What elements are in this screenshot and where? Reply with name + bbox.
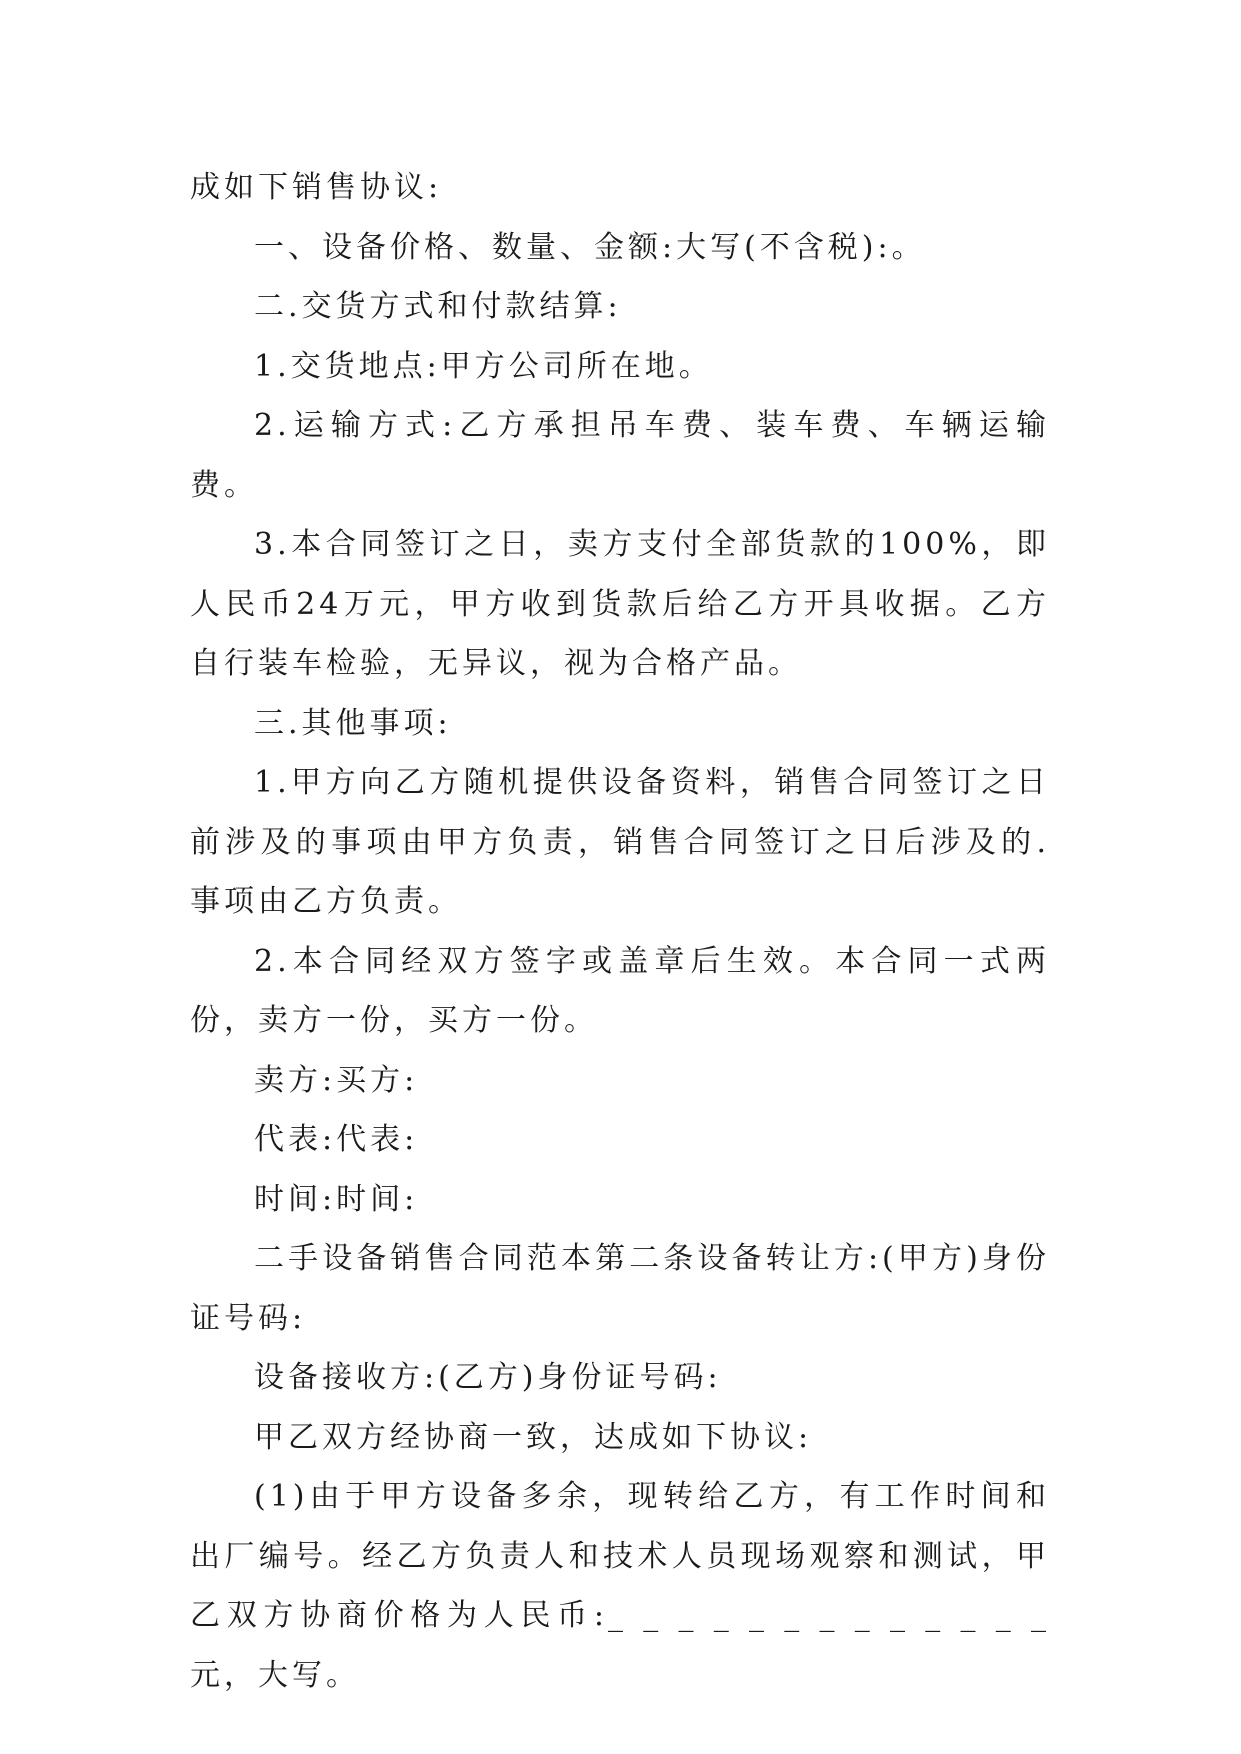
paragraph-effectiveness: 2.本合同经双方签字或盖章后生效。本合同一式两份，卖方一份，买方一份。 (190, 943, 1050, 1038)
paragraph-price-clause: (1)由于甲方设备多余，现转给乙方，有工作时间和出厂编号。经乙方负责人和技术人员现场观察和测试，甲乙双方协商价格为人民币:_ _ _ _ _ _ _ _ _ _ _ _ _元，大写。 (190, 1479, 1050, 1693)
paragraph-transferor: 二手设备销售合同范本第二条设备转让方:(甲方)身份证号码: (190, 1241, 1050, 1336)
paragraph-delivery-location: 1.交货地点:甲方公司所在地。 (254, 348, 713, 384)
paragraph-agreement-intro: 甲乙双方经协商一致，达成如下协议: (254, 1419, 813, 1455)
paragraph-clause-one: 一、设备价格、数量、金额:大写(不含税):。 (254, 229, 926, 265)
document-body (190, 158, 1050, 1705)
signature-date: 时间:时间: (254, 1181, 419, 1217)
paragraph-continuation: 成如下销售协议: (190, 170, 443, 205)
paragraph-equipment-data: 1.甲方向乙方随机提供设备资料，销售合同签订之日前涉及的事项由甲方负责，销售合同签订之日后涉及的.事项由乙方负责。 (190, 765, 1050, 919)
paragraph-clause-two-heading: 二.交货方式和付款结算: (254, 289, 622, 324)
signature-seller-buyer: 卖方:买方: (254, 1062, 419, 1098)
paragraph-transport-method: 2.运输方式:乙方承担吊车费、装车费、车辆运输费。 (190, 408, 1050, 503)
paragraph-clause-three-heading: 三.其他事项: (254, 705, 452, 741)
paragraph-receiver: 设备接收方:(乙方)身份证号码: (254, 1360, 722, 1395)
signature-representative: 代表:代表: (254, 1122, 419, 1157)
paragraph-payment-terms: 3.本合同签订之日，卖方支付全部货款的100%，即人民币24万元，甲方收到货款后给乙方开具收据。乙方自行装车检验，无异议，视为合格产品。 (190, 527, 1050, 681)
